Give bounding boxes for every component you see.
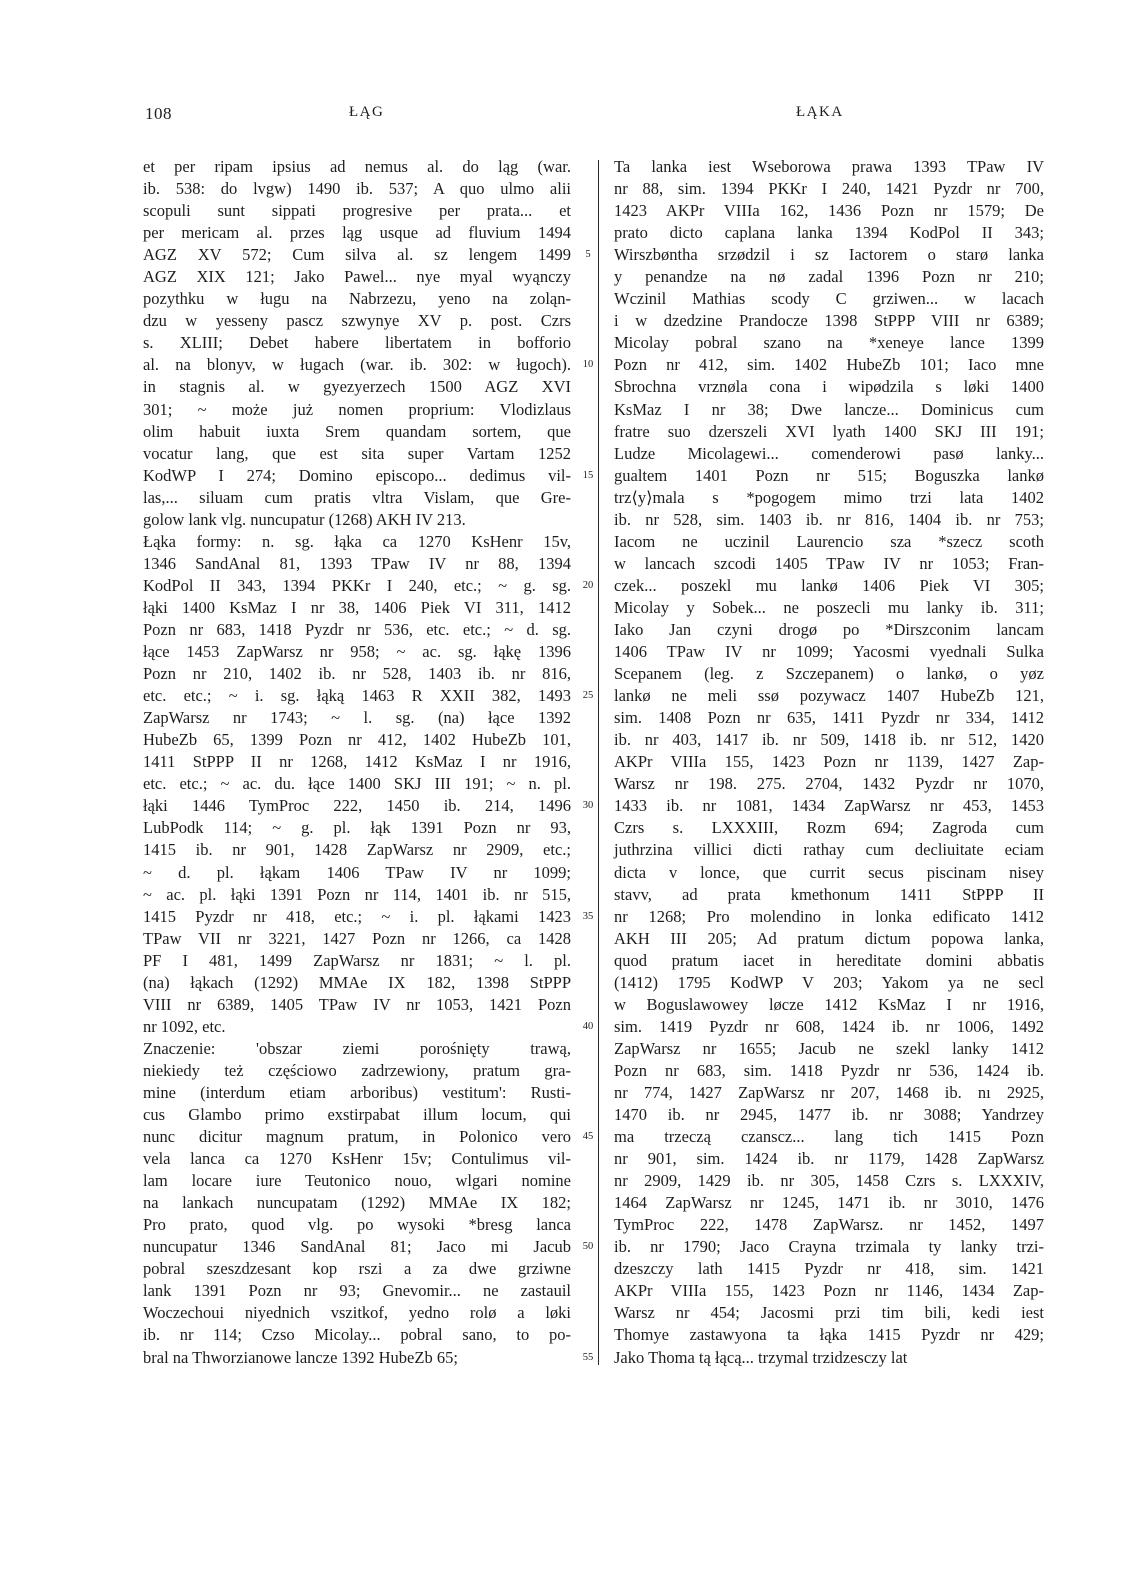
text-line: nunc dicitur magnum pratum, in Polonico vero — [143, 1127, 571, 1147]
text-line: Pozn nr 210, 1402 ib. nr 528, 1403 ib. nr 816, — [143, 664, 571, 684]
text-line: (1412) 1795 KodWP V 203; Yakom ya ne secl — [614, 972, 1044, 992]
text-line: ib. nr 528, sim. 1403 ib. nr 816, 1404 ib. nr 753; — [614, 509, 1044, 529]
text-line: nr 2909, 1429 ib. nr 305, 1458 Czrs s. LXXXIV, — [614, 1171, 1044, 1191]
text-line: łąki 1446 TymProc 222, 1450 ib. 214, 1496 — [143, 796, 571, 816]
text-line: Pozn nr 683, sim. 1418 Pyzdr nr 536, 1424 ib. — [614, 1060, 1044, 1080]
text-line: lank 1391 Pozn nr 93; Gnevomir... ne zastauil — [143, 1281, 571, 1301]
text-line: sim. 1408 Pozn nr 635, 1411 Pyzdr nr 334, 1412 — [614, 708, 1044, 728]
text-line: Pozn nr 412, sim. 1402 HubeZb 101; Iaco mne — [614, 355, 1044, 375]
line-number: 50 — [580, 1240, 596, 1254]
text-line: dzeszczy lath 1415 Pyzdr nr 418, sim. 1421 — [614, 1259, 1044, 1279]
line-number: 5 — [580, 248, 596, 262]
line-number: 40 — [580, 1020, 596, 1034]
text-line: Warsz nr 198. 275. 2704, 1432 Pyzdr nr 1070, — [614, 774, 1044, 794]
text-line: Woczechoui niyednich vszitkof, yedno rolø a løki — [143, 1303, 571, 1323]
text-line: niekiedy też częściowo zadrzewiony, pratum gra- — [143, 1060, 571, 1080]
text-line: ib. nr 114; Czso Micolay... pobral sano, to po- — [143, 1325, 571, 1345]
text-line: Iacom ne uczinil Laurencio sza *szecz scoth — [614, 531, 1044, 551]
text-line: prato dicto caplana lanka 1394 KodPol II 343; — [614, 223, 1044, 243]
text-line: łąki 1400 KsMaz I nr 38, 1406 Piek VI 311, 1412 — [143, 597, 571, 617]
right-column — [614, 156, 1044, 1369]
text-line: HubeZb 65, 1399 Pozn nr 412, 1402 HubeZb 101, — [143, 730, 571, 750]
text-line: Znaczenie: 'obszar ziemi porośnięty trawą, — [143, 1038, 571, 1058]
text-line: łące 1453 ZapWarsz nr 958; ~ ac. sg. łąkę 1396 — [143, 642, 571, 662]
text-line: Thomye zastawyona ta łąka 1415 Pyzdr nr 429; — [614, 1325, 1044, 1345]
text-line: dicta v lonce, que currit secus piscinam nisey — [614, 862, 1044, 882]
text-line: ib. 538: do lvgw) 1490 ib. 537; A quo ulmo alii — [143, 179, 571, 199]
text-line: KodWP I 274; Domino episcopo... dedimus vil- — [143, 465, 571, 485]
text-line: juthrzina villici dicti rathay cum decliuitate eciam — [614, 840, 1044, 860]
text-line: ZapWarsz nr 1655; Jacub ne szekl lanky 1412 — [614, 1038, 1044, 1058]
text-line: 1464 ZapWarsz nr 1245, 1471 ib. nr 3010, 1476 — [614, 1193, 1044, 1213]
text-line: VIII nr 6389, 1405 TPaw IV nr 1053, 1421 Pozn — [143, 994, 571, 1014]
text-line: Sbrochna vrznøla cona i wipødzila s løki 1400 — [614, 377, 1044, 397]
line-number: 30 — [580, 799, 596, 813]
text-line: ~ d. pl. łąkam 1406 TPaw IV nr 1099; — [143, 862, 571, 882]
text-line: al. na blonyv, w ługach (war. ib. 302: w ługoch). — [143, 355, 571, 375]
text-line: AKPr VIIIa 155, 1423 Pozn nr 1146, 1434 Zap- — [614, 1281, 1044, 1301]
text-line: TPaw VII nr 3221, 1427 Pozn nr 1266, ca 1428 — [143, 928, 571, 948]
text-line: ma trzeczą czanscz... lang tich 1415 Pozn — [614, 1127, 1044, 1147]
text-line: golow lank vlg. nuncupatur (1268) AKH IV 213. — [143, 509, 466, 529]
text-line: etc. etc.; ~ ac. du. łące 1400 SKJ III 191; ~ n. pl. — [143, 774, 571, 794]
text-line: vocatur lang, que est sita super Vartam 1252 — [143, 443, 571, 463]
text-line: Warsz nr 454; Jacosmi przi tim bili, kedi iest — [614, 1303, 1044, 1323]
text-line: i w dzedzine Prandocze 1398 StPPP VIII nr 6389; — [614, 311, 1044, 331]
text-line: in stagnis al. w gyezyerzech 1500 AGZ XVI — [143, 377, 571, 397]
text-line: Łąka formy: n. sg. łąka ca 1270 KsHenr 15v, — [143, 531, 571, 551]
text-line: KodPol II 343, 1394 PKKr I 240, etc.; ~ g. sg. — [143, 575, 571, 595]
line-number: 55 — [580, 1351, 596, 1365]
line-number: 10 — [580, 358, 596, 372]
text-line: per mericam al. przes ląg usque ad fluvium 1494 — [143, 223, 571, 243]
text-line: nr 1092, etc. — [143, 1016, 226, 1036]
column-rule — [598, 160, 599, 1365]
text-line: 1470 ib. nr 2945, 1477 ib. nr 3088; Yandrzey — [614, 1105, 1044, 1125]
line-number: 35 — [580, 910, 596, 924]
text-line: trz⟨y⟩mala s *pogogem mimo trzi lata 1402 — [614, 487, 1044, 507]
text-line: Jako Thoma tą łącą... trzymal trzidzesczy lat — [614, 1347, 908, 1367]
text-line: olim habuit iuxta Srem quandam sortem, que — [143, 421, 571, 441]
text-line: 1406 TPaw IV nr 1099; Yacosmi vyednali Sulka — [614, 642, 1044, 662]
text-line: LubPodk 114; ~ g. pl. łąk 1391 Pozn nr 93, — [143, 818, 571, 838]
text-line: mine (interdum etiam arboribus) vestitum': Rusti- — [143, 1082, 571, 1102]
line-number: 45 — [580, 1130, 596, 1144]
text-line: etc. etc.; ~ i. sg. łąką 1463 R XXII 382, 1493 — [143, 686, 571, 706]
text-line: 1346 SandAnal 81, 1393 TPaw IV nr 88, 1394 — [143, 553, 571, 573]
text-line: nr 901, sim. 1424 ib. nr 1179, 1428 ZapWarsz — [614, 1149, 1044, 1169]
text-line: scopuli sunt sippati progresive per prata... et — [143, 201, 571, 221]
text-line: sim. 1419 Pyzdr nr 608, 1424 ib. nr 1006, 1492 — [614, 1016, 1044, 1036]
text-line: AGZ XV 572; Cum silva al. sz lengem 1499 — [143, 245, 571, 265]
text-line: stavv, ad prata kmethonum 1411 StPPP II — [614, 884, 1044, 904]
text-line: cus Glambo primo exstirpabat illum locum, qui — [143, 1105, 571, 1125]
page-number: 108 — [145, 104, 172, 123]
text-line: Wirszbøntha srzødzil i sz Iactorem o starø lanka — [614, 245, 1044, 265]
text-line: w lancach szcodi 1405 TPaw IV nr 1053; Fran- — [614, 553, 1044, 573]
text-line: ib. nr 1790; Jaco Crayna trzimala ty lanky trzi- — [614, 1237, 1044, 1257]
line-number: 20 — [580, 579, 596, 593]
text-line: Iako Jan czyni drogø po *Dirszconim lancam — [614, 619, 1044, 639]
text-line: lam locare iure Teutonico nouo, wlgari nomine — [143, 1171, 571, 1191]
text-line: (na) łąkach (1292) MMAe IX 182, 1398 StPPP — [143, 972, 571, 992]
text-line: 1423 AKPr VIIIa 162, 1436 Pozn nr 1579; De — [614, 201, 1044, 221]
text-line: KsMaz I nr 38; Dwe lancze... Dominicus cum — [614, 399, 1044, 419]
text-line: ~ ac. pl. łąki 1391 Pozn nr 114, 1401 ib. nr 515, — [143, 884, 571, 904]
text-line: pozythku w ługu na Nabrzezu, yeno na zoląn- — [143, 289, 571, 309]
running-head-left: ŁĄG — [349, 104, 385, 120]
text-line: Pozn nr 683, 1418 Pyzdr nr 536, etc. etc.; ~ d. sg. — [143, 619, 571, 639]
text-line: et per ripam ipsius ad nemus al. do ląg (war. — [143, 157, 571, 176]
running-head-right: ŁĄKA — [796, 104, 844, 120]
text-line: vela lanca ca 1270 KsHenr 15v; Contulimus vil- — [143, 1149, 571, 1169]
text-line: dzu w yesseny pascz szwynye XV p. post. Czrs — [143, 311, 571, 331]
text-line: quod pratum iacet in hereditate domini abbatis — [614, 950, 1044, 970]
text-line: y penandze na nø zadal 1396 Pozn nr 210; — [614, 267, 1044, 287]
text-line: fratre suo dzerszeli XVI lyath 1400 SKJ III 191; — [614, 421, 1044, 441]
text-line: AKPr VIIIa 155, 1423 Pozn nr 1139, 1427 Zap- — [614, 752, 1044, 772]
text-line: nuncupatur 1346 SandAnal 81; Jaco mi Jacub — [143, 1237, 571, 1257]
text-line: TymProc 222, 1478 ZapWarsz. nr 1452, 1497 — [614, 1215, 1044, 1235]
text-line: 1415 ib. nr 901, 1428 ZapWarsz nr 2909, etc.; — [143, 840, 571, 860]
text-line: czek... poszekl mu lankø 1406 Piek VI 305; — [614, 575, 1044, 595]
text-line: Micolay pobral szano na *xeneye lance 1399 — [614, 333, 1044, 353]
text-line: nr 88, sim. 1394 PKKr I 240, 1421 Pyzdr nr 700, — [614, 179, 1044, 199]
text-line: nr 1268; Pro molendino in lonka edificato 1412 — [614, 906, 1044, 926]
text-line: AKH III 205; Ad pratum dictum popowa lanka, — [614, 928, 1044, 948]
text-line: s. XLIII; Debet habere libertatem in bofforio — [143, 333, 571, 353]
text-line: ZapWarsz nr 1743; ~ l. sg. (na) łące 1392 — [143, 708, 571, 728]
text-line: Micolay y Sobek... ne poszecli mu lanky ib. 311; — [614, 597, 1044, 617]
text-line: Ta lanka iest Wseborowa prawa 1393 TPaw IV — [614, 157, 1044, 176]
text-line: bral na Thworzianowe lancze 1392 HubeZb 65; — [143, 1347, 458, 1367]
text-line: na lankach nuncupatam (1292) MMAe IX 182; — [143, 1193, 571, 1213]
text-line: 301; ~ może już nomen proprium: Vlodizlaus — [143, 399, 571, 419]
left-column — [143, 156, 571, 1369]
text-line: ib. nr 403, 1417 ib. nr 509, 1418 ib. nr 512, 1420 — [614, 730, 1044, 750]
text-line: pobral szeszdzesant kop rszi a za dwe grziwne — [143, 1259, 571, 1279]
text-line: las,... siluam cum pratis vltra Vislam, que Gre- — [143, 487, 571, 507]
line-number: 15 — [580, 469, 596, 483]
line-number: 25 — [580, 689, 596, 703]
text-line: Scepanem (leg. z Szczepanem) o lankø, o yøz — [614, 664, 1044, 684]
text-line: 1411 StPPP II nr 1268, 1412 KsMaz I nr 1916, — [143, 752, 571, 772]
text-line: 1433 ib. nr 1081, 1434 ZapWarsz nr 453, 1453 — [614, 796, 1044, 816]
text-line: lankø ne meli ssø pozywacz 1407 HubeZb 121, — [614, 686, 1044, 706]
text-line: gualtem 1401 Pozn nr 515; Boguszka lankø — [614, 465, 1044, 485]
text-line: 1415 Pyzdr nr 418, etc.; ~ i. pl. łąkami 1423 — [143, 906, 571, 926]
text-line: Wczinil Mathias scody C grziwen... w lacach — [614, 289, 1044, 309]
text-line: Pro prato, quod vlg. po wysoki *bresg lanca — [143, 1215, 571, 1235]
text-line: Ludze Micolagewi... comenderowi pasø lanky... — [614, 443, 1044, 463]
text-line: Czrs s. LXXXIII, Rozm 694; Zagroda cum — [614, 818, 1044, 838]
text-line: nr 774, 1427 ZapWarsz nr 207, 1468 ib. nı 2925, — [614, 1082, 1044, 1102]
text-line: w Boguslawowey løcze 1412 KsMaz I nr 1916, — [614, 994, 1044, 1014]
text-line: AGZ XIX 121; Jako Pawel... nye myal wyąnczy — [143, 267, 571, 287]
text-line: PF I 481, 1499 ZapWarsz nr 1831; ~ l. pl. — [143, 950, 571, 970]
